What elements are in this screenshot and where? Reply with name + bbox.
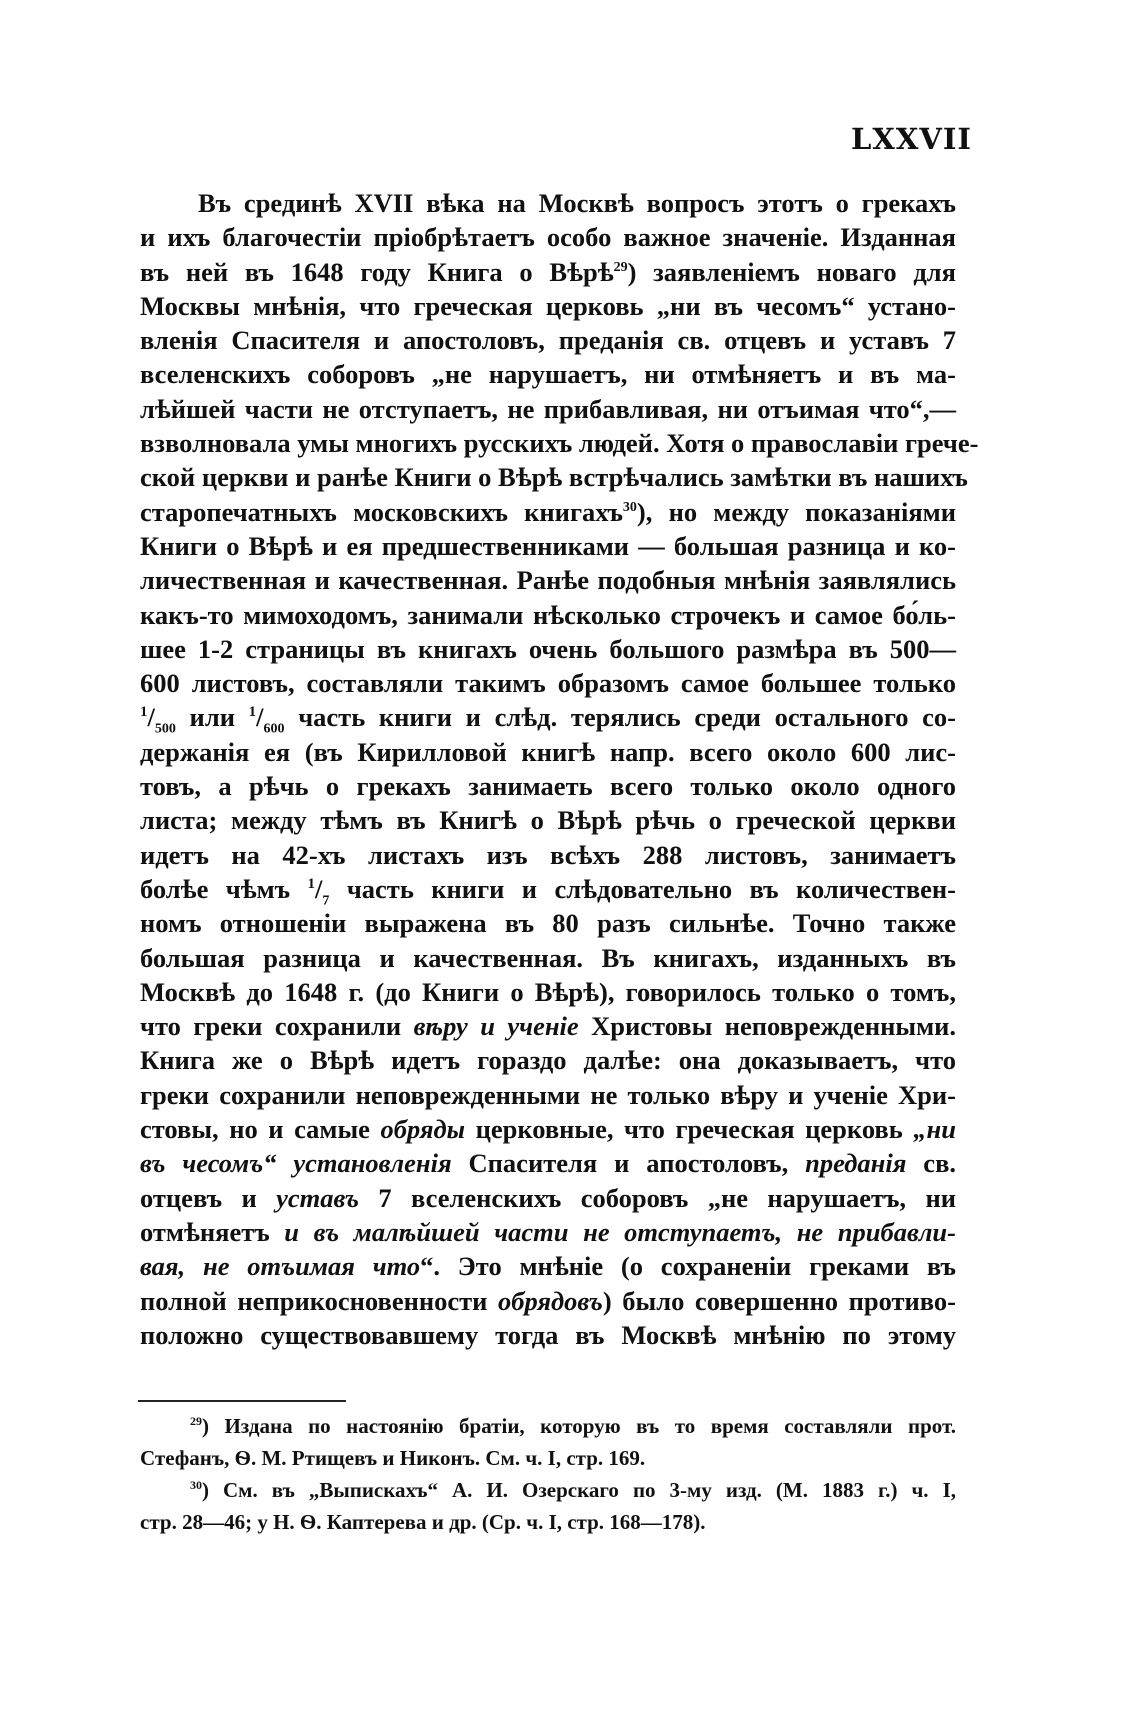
text-segment: “. Это мнѣніе (о сохраненіи греками въ	[420, 1251, 957, 1282]
footnote-text: ) См. въ „Выпискахъ“ А. И. Озерскаго по 3-му изд. (М. 1883 г.) ч. I,	[202, 1478, 956, 1502]
text-segment: часть книги и слѣд. терялись среди остального со-	[284, 702, 956, 733]
fraction-numerator: 1	[307, 876, 316, 893]
text-line-20: идетъ на 42-хъ листахъ изъ всѣхъ 288 листовъ, занимаетъ	[140, 839, 956, 870]
footnote-ref-29: 29	[613, 259, 628, 275]
text-segment: Христовы неповрежденными.	[578, 1011, 957, 1042]
text-line-13: какъ-то мимоходомъ, занимали нѣсколько строчекъ и самое бо́ль-	[140, 599, 956, 630]
text-line-4: Москвы мнѣнія, что греческая церковь „ни въ чесомъ“ устано-	[140, 290, 956, 321]
text-segment: ) заявленіемъ новаго для	[627, 256, 956, 287]
text-line-1: Въ срединѣ XVII вѣка на Москвѣ вопросъ этотъ о грекахъ	[198, 188, 956, 218]
italic-segment: и въ малѣйшей части не отступаетъ, не прибавли-	[284, 1216, 956, 1247]
text-segment: отцевъ и	[140, 1182, 277, 1213]
text-segment: старопечатныхъ московскихъ книгахъ	[140, 496, 623, 527]
text-line-7: лѣйшей части не отступаетъ, не прибавливая, ни отъимая что“,—	[140, 393, 956, 424]
text-line-30	[140, 1181, 956, 1215]
text-line-8: взволновала умы многихъ русскихъ людей. Хотя о православіи грече-	[140, 428, 979, 459]
text-line-19: листа; между тѣмъ въ Книгѣ о Вѣрѣ рѣчь о греческой церкви	[140, 805, 956, 836]
text-line-9: ской церкви и ранѣе Книги о Вѣрѣ встрѣчались замѣтки въ нашихъ	[140, 462, 968, 493]
text-segment: церковные, что греческая церковь	[465, 1114, 914, 1145]
text-segment: стовы, но и самые	[140, 1114, 381, 1145]
text-line-27: греки сохранили неповрежденными не только вѣру и ученіе Хри-	[140, 1079, 956, 1110]
text-line-2: и ихъ благочестіи пріобрѣтаетъ особо важное значеніе. Изданная	[140, 222, 956, 253]
main-text	[140, 186, 979, 1352]
footnote-mark: 29	[190, 1414, 202, 1428]
text-line-14: шее 1-2 страницы въ книгахъ очень большого размѣра въ 500—	[140, 633, 956, 664]
text-line-26: Книга же о Вѣрѣ идетъ гораздо далѣе: она доказываетъ, что	[140, 1045, 956, 1076]
text-segment: ), но между показаніями	[636, 496, 956, 527]
fraction-numerator: 1	[140, 704, 148, 721]
italic-segment: въ чесомъ“ установленія	[140, 1148, 452, 1179]
italic-segment: вѣру и ученіе	[413, 1011, 579, 1042]
text-line-25	[140, 1009, 956, 1043]
text-line-18: товъ, а рѣчь о грекахъ занимаеть всего только около одного	[140, 771, 956, 802]
italic-segment: обряды	[380, 1114, 466, 1145]
fraction-denominator: 500	[154, 721, 176, 737]
text-line-11: Книги о Вѣрѣ и ея предшественниками — большая разница и ко-	[140, 530, 956, 561]
footnote-ref-30: 30	[622, 499, 637, 515]
text-line-24: Москвѣ до 1648 г. (до Книги о Вѣрѣ), говорилось только о томъ,	[140, 976, 956, 1007]
text-segment: въ ней въ 1648 году Книга о Вѣрѣ	[140, 256, 614, 287]
text-line-3	[140, 255, 956, 289]
footnotes	[140, 1410, 956, 1538]
text-line-16: $^1/_{500}$ или $^1/_{600}$ часть книги и слѣд. терялись среди остального со-	[140, 702, 956, 737]
text-line-34: положно существовавшему тогда въ Москвѣ мнѣнію по этому	[140, 1319, 956, 1350]
text-segment: 7 вселенскихъ соборовъ „не нарушаетъ, ни	[358, 1182, 956, 1213]
fraction-denominator: 600	[263, 721, 285, 737]
text-line-21: болѣе чѣмъ $^1/_7$ часть книги и слѣдовательно въ количествен-	[140, 873, 956, 909]
footnote-mark: 30	[190, 1478, 202, 1492]
text-segment: отмѣняетъ	[140, 1216, 285, 1247]
footnote-30-line-1	[140, 1474, 956, 1506]
italic-segment: преданія	[805, 1148, 907, 1179]
text-line-17: держанія ея (въ Кирилловой книгѣ напр. всего около 600 лис-	[140, 736, 956, 767]
text-segment: св.	[906, 1148, 957, 1179]
text-line-31	[140, 1215, 956, 1249]
italic-segment: обрядовъ	[498, 1285, 603, 1316]
page-number: LXXVII	[850, 122, 972, 156]
footnote-divider	[138, 1400, 346, 1402]
text-line-29	[140, 1146, 956, 1180]
text-line-23: большая разница и качественная. Въ книгахъ, изданныхъ въ	[140, 942, 956, 973]
text-segment: или	[175, 702, 249, 733]
footnote-30-line-2: стр. 28—46; у Н. Ѳ. Каптерева и др. (Ср. ч. I, стр. 168—178).	[140, 1510, 706, 1534]
italic-segment: „ни	[913, 1114, 956, 1145]
fraction-numerator: 1	[248, 704, 257, 721]
text-line-22: номъ отношеніи выражена въ 80 разъ сильнѣе. Точно также	[140, 908, 956, 939]
fraction-denominator: 7	[322, 893, 330, 909]
italic-segment: уставъ	[276, 1182, 359, 1213]
text-segment: Спасителя и апостоловъ,	[451, 1148, 806, 1179]
text-segment: полной неприкосновенности	[140, 1285, 498, 1316]
text-line-32	[140, 1249, 956, 1283]
text-segment: ) было совершенно противо-	[602, 1285, 956, 1316]
footnote-text: ) Издана по настоянію братіи, которую въ то время составляли прот.	[202, 1414, 956, 1438]
italic-segment: вая, не отъимая что	[140, 1251, 421, 1282]
text-line-10	[140, 495, 956, 529]
text-line-28	[140, 1112, 956, 1146]
footnote-29-line-1	[140, 1410, 956, 1442]
text-segment: часть книги и слѣдовательно въ количествен-	[329, 873, 956, 904]
text-line-12: личественная и качественная. Ранѣе подобныя мнѣнія заявлялись	[140, 565, 956, 596]
text-segment: болѣе чѣмъ	[140, 873, 308, 904]
text-line-5: вленія Спасителя и апостоловъ, преданія св. отцевъ и уставъ 7	[140, 325, 956, 356]
text-line-6: вселенскихъ соборовъ „не нарушаетъ, ни отмѣняетъ и въ ма-	[140, 359, 956, 390]
footnote-29-line-2: Стефанъ, Ѳ. М. Ртищевъ и Никонъ. См. ч. I, стр. 169.	[140, 1446, 646, 1470]
text-segment: что греки сохранили	[140, 1011, 414, 1042]
text-line-33	[140, 1284, 956, 1318]
text-line-15: 600 листовъ, составляли такимъ образомъ самое большее только	[140, 668, 956, 699]
